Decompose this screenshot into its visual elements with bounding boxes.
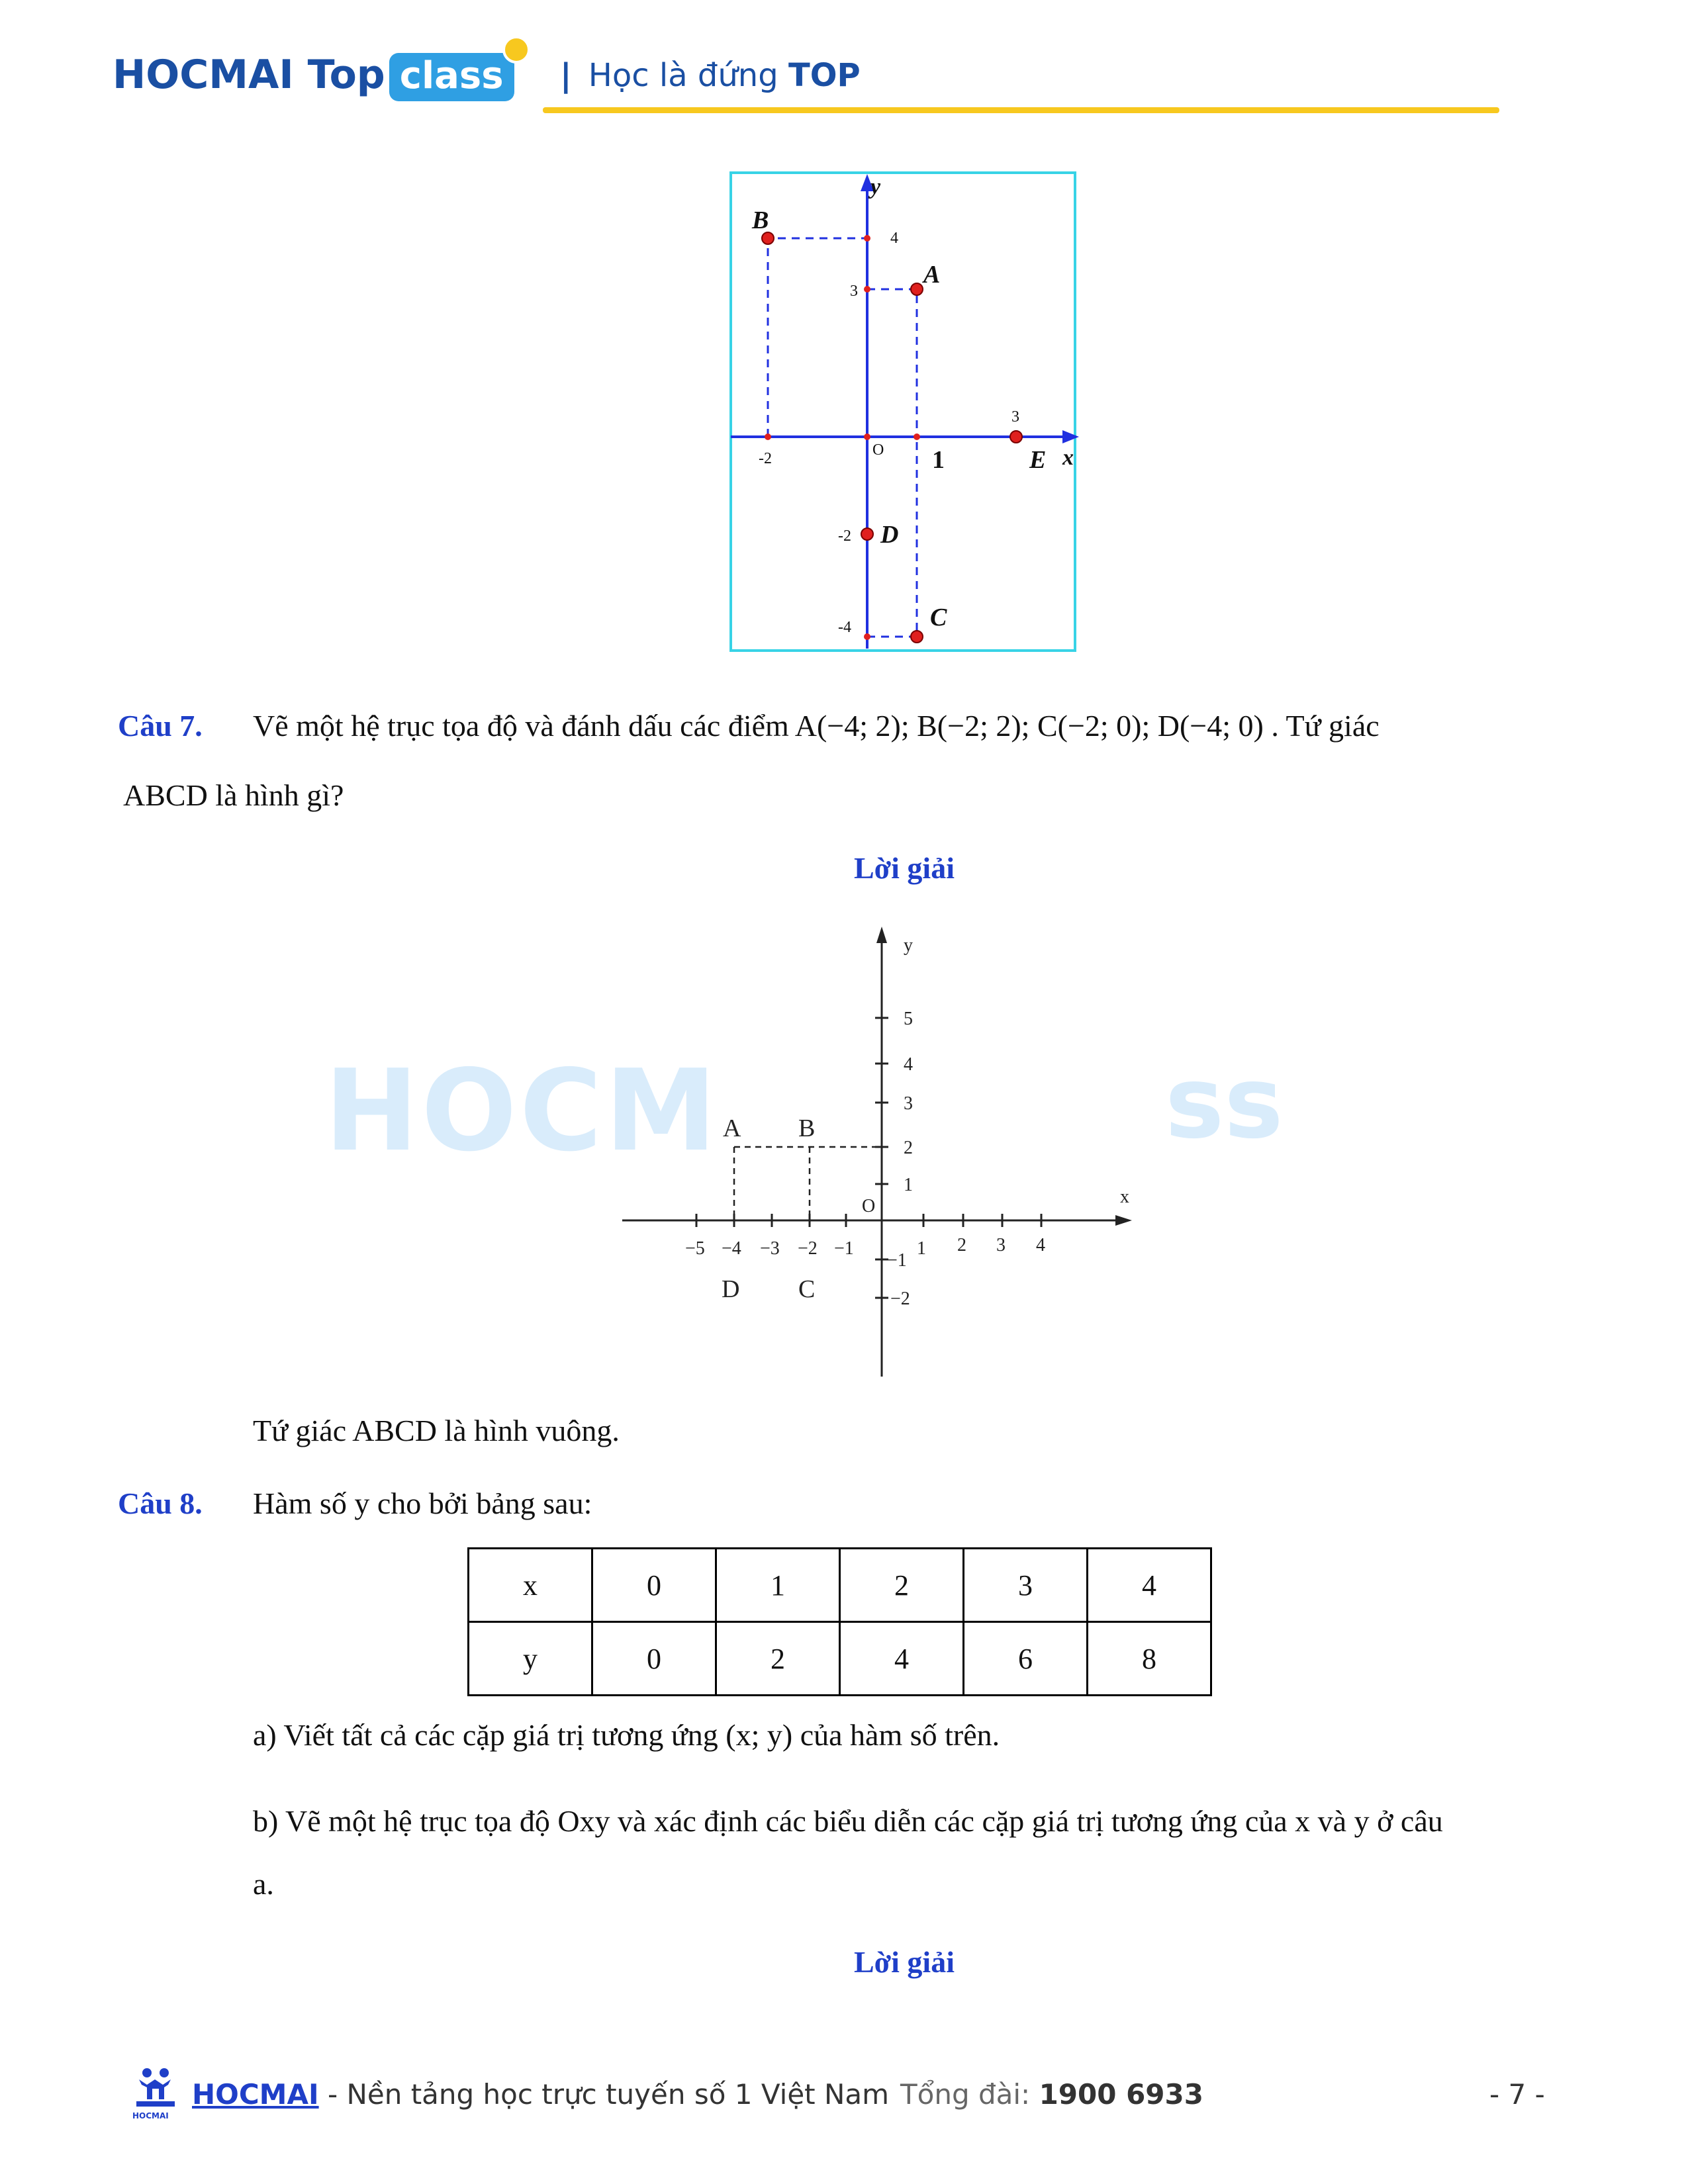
question-8-part-a: a) Viết tất cả các cặp giá trị tương ứng (x; y) của hàm số trên. (253, 1718, 1000, 1752)
coordinate-figure-1 (728, 169, 1086, 659)
label-A: A (923, 261, 941, 289)
tick-dot (864, 286, 870, 293)
point-C (911, 631, 923, 643)
table-cell: 0 (592, 1549, 716, 1622)
label-C: C (798, 1275, 816, 1303)
slogan-bar: | (560, 57, 572, 94)
table-cell: 6 (964, 1622, 1088, 1696)
y-axis-label: y (870, 175, 881, 199)
hocmai-people-icon (132, 2065, 179, 2111)
tick-label-1: 1 (932, 446, 945, 474)
page-number: - 7 - (1489, 2078, 1545, 2111)
table-cell: 1 (716, 1549, 840, 1622)
figure-frame (731, 173, 1075, 651)
hocmai-footer-logo (132, 2065, 179, 2115)
tick-dot (864, 235, 870, 242)
guide-B (768, 238, 867, 437)
y-tick-label: 3 (904, 1093, 913, 1114)
label-D: D (722, 1275, 740, 1303)
x-tick-label: 3 (996, 1235, 1006, 1255)
footer-hotline (900, 2078, 1203, 2111)
y-tick-label: −1 (887, 1250, 907, 1271)
x-tick-label: −4 (722, 1238, 741, 1259)
hotline-number: 1900 6933 (1039, 2078, 1203, 2111)
header-divider (543, 107, 1499, 113)
footer-brand-link[interactable]: HOCMAI (192, 2078, 319, 2111)
watermark-right: ss (1165, 1046, 1284, 1161)
q7-solution-heading: Lời giải (854, 851, 955, 885)
y-tick-label: 5 (904, 1009, 913, 1029)
label-D: D (880, 521, 899, 549)
point-D (861, 528, 873, 540)
y-tick-label: 2 (904, 1138, 913, 1158)
tick-label-m2x: -2 (759, 450, 772, 467)
x-axis-arrow (1115, 1215, 1132, 1226)
slogan (560, 57, 861, 94)
y-axis-arrow (876, 927, 887, 943)
question-7-answer: Tứ giác ABCD là hình vuông. (253, 1414, 620, 1447)
table-cell: 0 (592, 1622, 716, 1696)
table-cell: 4 (1088, 1549, 1211, 1622)
x-tick-label: 4 (1036, 1235, 1045, 1255)
x-tick-label: −3 (760, 1238, 780, 1259)
footer-tagline: - Nền tảng học trực tuyến số 1 Việt Nam (318, 2078, 890, 2111)
footer-logo-caption: HOCMAI (132, 2111, 169, 2120)
y-tick-label: 4 (904, 1054, 913, 1075)
tick-label-4: 4 (890, 230, 898, 247)
tick-dot (914, 433, 920, 440)
x-axis-label: x (1120, 1187, 1129, 1207)
x-tick-label: −2 (798, 1238, 818, 1259)
table-cell: x (469, 1549, 592, 1622)
table-cell: 2 (716, 1622, 840, 1696)
table-cell: 2 (840, 1549, 964, 1622)
guide-A (867, 289, 917, 437)
origin-label: O (862, 1196, 876, 1216)
tick-label-3y: 3 (850, 283, 858, 300)
logo-main-text: HOCMAI Top (113, 52, 385, 98)
x-tick-label: 1 (917, 1238, 926, 1259)
sun-icon (502, 36, 530, 64)
footer-brand (192, 2078, 889, 2111)
question-8-intro: Hàm số y cho bởi bảng sau: (253, 1486, 592, 1520)
label-E: E (1029, 446, 1047, 474)
y-tick-label: 1 (904, 1175, 913, 1195)
tick-dot (864, 633, 870, 640)
label-B: B (798, 1115, 816, 1142)
question-7-label: Câu 7. (118, 709, 203, 743)
watermark-left: HOCM (324, 1046, 720, 1177)
question-8-part-b-line2: a. (253, 1867, 274, 1901)
point-E (1010, 431, 1022, 443)
tick-dot (864, 433, 870, 440)
tick-label-m2y: -2 (838, 527, 851, 545)
hotline-label: Tổng đài: (900, 2078, 1039, 2111)
question-8-label: Câu 8. (118, 1486, 203, 1520)
origin-label: O (872, 441, 884, 459)
x-tick-label: −1 (834, 1238, 854, 1259)
slogan-bold: TOP (788, 57, 861, 94)
y-tick-label: −2 (890, 1289, 910, 1309)
slogan-text: Học là đứng (588, 57, 778, 94)
q8-solution-heading: Lời giải (854, 1945, 955, 1979)
question-8-part-b-line1: b) Vẽ một hệ trục tọa độ Oxy và xác định các biểu diễn các cặp giá trị tương ứng của x và y ở câu (253, 1804, 1443, 1838)
label-B: B (752, 206, 769, 234)
hocmai-topclass-logo (113, 52, 514, 101)
tick-label-3x: 3 (1011, 408, 1019, 426)
x-axis-label: x (1062, 445, 1074, 470)
tick-dot (765, 433, 771, 440)
x-tick-label: 2 (957, 1235, 966, 1255)
table-cell: 8 (1088, 1622, 1211, 1696)
label-A: A (723, 1115, 741, 1142)
table-row (469, 1549, 1211, 1622)
y-axis-label: y (904, 935, 913, 956)
table-row (469, 1622, 1211, 1696)
value-table (467, 1547, 1212, 1696)
x-tick-label: −5 (685, 1238, 705, 1259)
table-cell: y (469, 1622, 592, 1696)
question-7-line2: ABCD là hình gì? (123, 778, 344, 812)
table-cell: 3 (964, 1549, 1088, 1622)
x-axis-arrow (1062, 430, 1079, 443)
logo-badge-text: class (399, 54, 504, 97)
logo-class-badge (389, 53, 514, 101)
question-7-line1: Vẽ một hệ trục tọa độ và đánh dấu các điểm A(−4; 2); B(−2; 2); C(−2; 0); D(−4; 0) . Tứ giác (253, 709, 1380, 743)
table-cell: 4 (840, 1622, 964, 1696)
label-C: C (930, 604, 947, 631)
point-A (911, 283, 923, 295)
coordinate-figure-2 (622, 923, 1152, 1387)
tick-label-m4: -4 (838, 619, 851, 636)
